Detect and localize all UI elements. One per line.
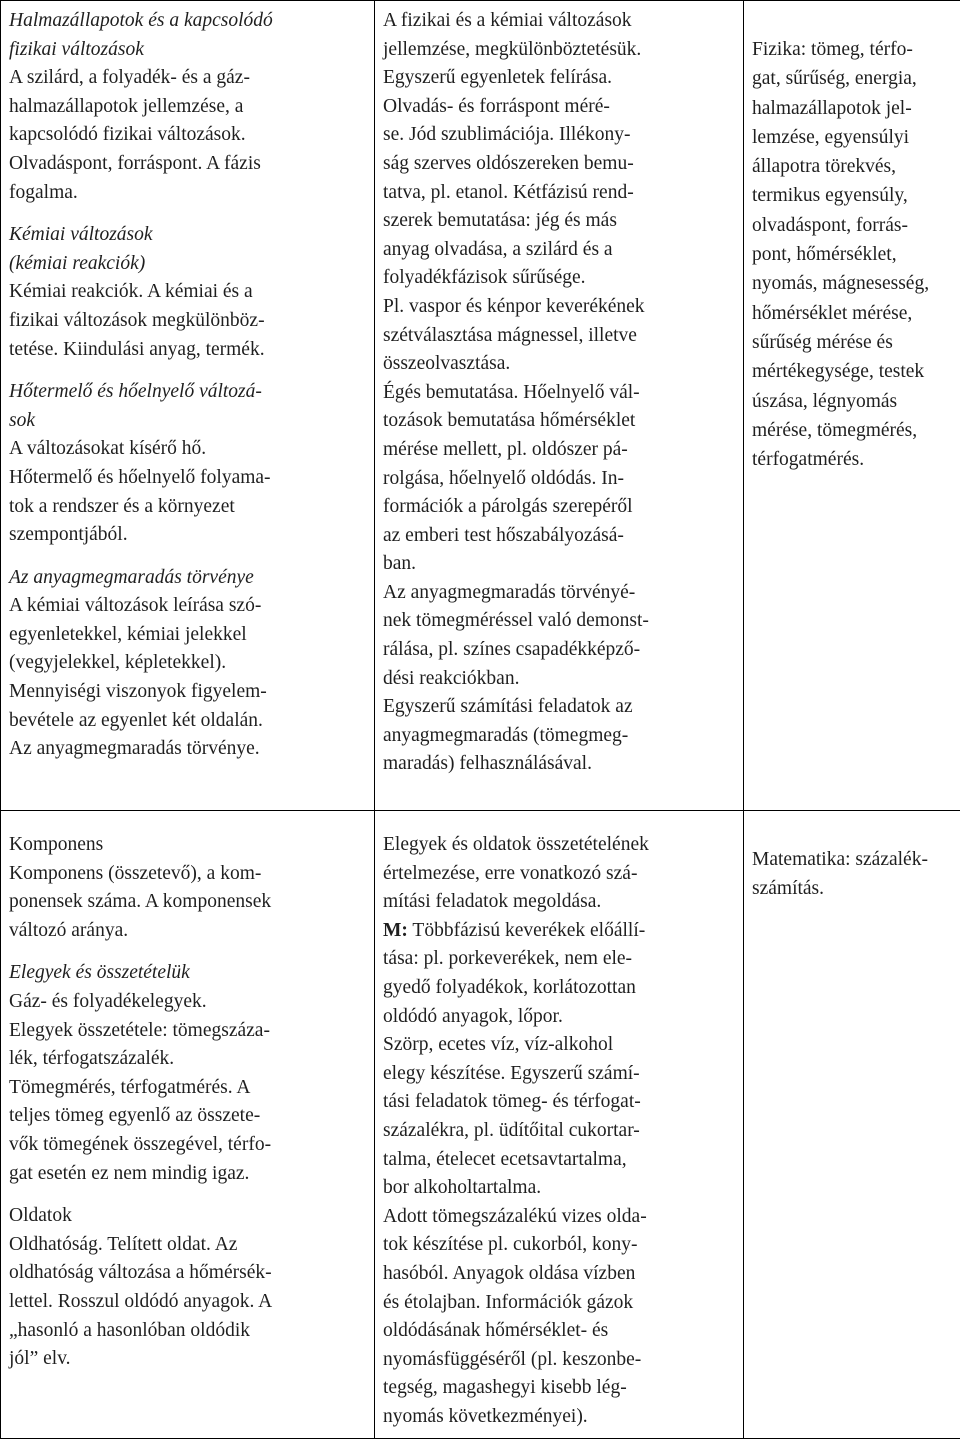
text-line: Az anyagmegmaradás törvénye. — [9, 735, 366, 764]
text-line: Szörp, ecetes víz, víz-alkohol — [383, 1031, 735, 1060]
paragraph-gap — [9, 1188, 366, 1202]
text-line: tása: pl. porkeverékek, nem ele- — [383, 945, 735, 974]
text-line: A kémiai változások leírása szó- — [9, 592, 366, 621]
text-line: jellemzése, megkülönböztetésük. — [383, 36, 735, 65]
text-line: állapotra törekvés, — [752, 152, 960, 181]
text-line: rolgása, hőelnyelő oldódás. In- — [383, 465, 735, 494]
text-line: nyomásfüggéséről (pl. keszonbe- — [383, 1346, 735, 1375]
text-line: olvadáspont, forrás- — [752, 211, 960, 240]
text-line: Olvadáspont, forráspont. A fázis — [9, 150, 366, 179]
text-line: nek tömegméréssel való demonst- — [383, 607, 735, 636]
text-line: rálása, pl. színes csapadékképző- — [383, 636, 735, 665]
text-line: teljes tömeg egyenlő az összete- — [9, 1102, 366, 1131]
text-line: A fizikai és a kémiai változások — [383, 7, 735, 36]
method-text: Többfázisú keverékek előállí- — [408, 920, 645, 941]
method-label: M: — [383, 920, 408, 941]
text-line: mértékegysége, testek — [752, 357, 960, 386]
text-line: Komponens (összetevő), a kom- — [9, 860, 366, 889]
text-line: Halmazállapotok és a kapcsolódó — [9, 7, 366, 36]
text-line: Adott tömegszázalékú vizes olda- — [383, 1203, 735, 1232]
text-line: fizikai változások megkülönböz- — [9, 307, 366, 336]
text-line: mérése, tömegmérés, — [752, 416, 960, 445]
text-line: Oldhatóság. Telített oldat. Az — [9, 1231, 366, 1260]
text-line: Komponens — [9, 831, 366, 860]
text-line: Elegyek összetétele: tömegszáza- — [9, 1017, 366, 1046]
text-line: fizikai változások — [9, 36, 366, 65]
text-line: mérése mellett, pl. oldószer pá- — [383, 436, 735, 465]
text-line: Égés bemutatása. Hőelnyelő vál- — [383, 379, 735, 408]
text-line: ság szerves oldószereken bemu- — [383, 150, 735, 179]
text-line: Kémiai reakciók. A kémiai és a — [9, 278, 366, 307]
text-line: tetése. Kiindulási anyag, termék. — [9, 336, 366, 365]
text-line: Elegyek és oldatok összetételének — [383, 831, 735, 860]
text-line: sűrűség mérése és — [752, 328, 960, 357]
text-line: az emberi test hőszabályozásá- — [383, 522, 735, 551]
text-line: tok a rendszer és a környezet — [9, 493, 366, 522]
text-line: halmazállapotok jellemzése, a — [9, 93, 366, 122]
text-line: se. Jód szublimációja. Illékony- — [383, 121, 735, 150]
text-line: ban. — [383, 550, 735, 579]
text-line: formációk a párolgás szerepéről — [383, 493, 735, 522]
text-line: (vegyjelekkel, képletekkel). — [9, 649, 366, 678]
connections-cell — [744, 811, 960, 1439]
text-line: Egyszerű egyenletek felírása. — [383, 64, 735, 93]
text-line: gat, sűrűség, energia, — [752, 64, 960, 93]
text-line: talma, ételecet ecetsavtartalma, — [383, 1146, 735, 1175]
text-line: Fizika: tömeg, térfo- — [752, 35, 960, 64]
text-line: Olvadás- és forráspont méré- — [383, 93, 735, 122]
paragraph-gap — [9, 550, 366, 564]
text-line: szétválasztása mágnessel, illetve — [383, 322, 735, 351]
activities-cell — [375, 1, 744, 811]
text-line: gat esetén ez nem mindig igaz. — [9, 1160, 366, 1189]
text-line: egyenletekkel, kémiai jelekkel — [9, 621, 366, 650]
text-line: Hőtermelő és hőelnyelő folyama- — [9, 464, 366, 493]
text-line: tok készítése pl. cukorból, kony- — [383, 1231, 735, 1260]
paragraph-gap — [9, 945, 366, 959]
text-line: Kémiai változások — [9, 221, 366, 250]
topics-cell — [1, 1, 375, 811]
text-line: A szilárd, a folyadék- és a gáz- — [9, 64, 366, 93]
text-line: tatva, pl. etanol. Kétfázisú rend- — [383, 179, 735, 208]
text-line: anyag olvadása, a szilárd és a — [383, 236, 735, 265]
text-line: tozások bemutatása hőmérséklet — [383, 407, 735, 436]
text-line: Az anyagmegmaradás törvényé- — [383, 579, 735, 608]
text-line: oldhatóság változása a hőmérsék- — [9, 1259, 366, 1288]
text-line: nyomás következményei). — [383, 1403, 735, 1432]
text-line: oldódásának hőmérséklet- és — [383, 1317, 735, 1346]
text-line: térfogatmérés. — [752, 445, 960, 474]
text-line: ponensek száma. A komponensek — [9, 888, 366, 917]
activities-cell — [375, 811, 744, 1439]
text-line: lettel. Rosszul oldódó anyagok. A — [9, 1288, 366, 1317]
connections-cell — [744, 1, 960, 811]
text-line: termikus egyensúly, — [752, 181, 960, 210]
text-line: mítási feladatok megoldása. — [383, 888, 735, 917]
text-line: hőmérséklet mérése, — [752, 299, 960, 328]
text-line: oldódó anyagok, lőpor. — [383, 1003, 735, 1032]
text-line: Hőtermelő és hőelnyelő változá- — [9, 378, 366, 407]
text-line: A változásokat kísérő hő. — [9, 435, 366, 464]
text-line: tegség, magashegyi kisebb lég- — [383, 1374, 735, 1403]
paragraph-gap — [9, 364, 366, 378]
text-line: folyadékfázisok sűrűsége. — [383, 264, 735, 293]
text-line: bevétele az egyenlet két oldalán. — [9, 707, 366, 736]
text-line: Elegyek és összetételük — [9, 959, 366, 988]
text-line: maradás) felhasználásával. — [383, 750, 735, 779]
text-line: vők tömegének összegével, térfo- — [9, 1131, 366, 1160]
text-line: dési reakciókban. — [383, 665, 735, 694]
text-line: számítás. — [752, 874, 960, 903]
text-line: Matematika: százalék- — [752, 845, 960, 874]
text-line: anyagmegmaradás (tömegmeg- — [383, 722, 735, 751]
text-line: Tömegmérés, térfogatmérés. A — [9, 1074, 366, 1103]
text-line: változó aránya. — [9, 917, 366, 946]
text-line: úszása, légnyomás — [752, 387, 960, 416]
text-line: lemzése, egyensúlyi — [752, 123, 960, 152]
paragraph-gap — [9, 207, 366, 221]
text-line: lék, térfogatszázalék. — [9, 1045, 366, 1074]
text-line: Pl. vaspor és kénpor keverékének — [383, 293, 735, 322]
text-line: Mennyiségi viszonyok figyelem- — [9, 678, 366, 707]
text-line: Oldatok — [9, 1202, 366, 1231]
text-line: összeolvasztása. — [383, 350, 735, 379]
text-line: százalékra, pl. üdítőital cukortar- — [383, 1117, 735, 1146]
text-line: Az anyagmegmaradás törvénye — [9, 564, 366, 593]
text-line: nyomás, mágnesesség, — [752, 269, 960, 298]
text-line: hasóból. Anyagok oldása vízben — [383, 1260, 735, 1289]
text-line: bor alkoholtartalma. — [383, 1174, 735, 1203]
text-line: tási feladatok tömeg- és térfogat- — [383, 1088, 735, 1117]
text-line: fogalma. — [9, 179, 366, 208]
text-line: és étolajban. Információk gázok — [383, 1289, 735, 1318]
text-line — [383, 917, 735, 946]
text-line: „hasonló a hasonlóban oldódik — [9, 1317, 366, 1346]
text-line: sok — [9, 407, 366, 436]
text-line: Gáz- és folyadékelegyek. — [9, 988, 366, 1017]
text-line: (kémiai reakciók) — [9, 250, 366, 279]
text-line: szempontjából. — [9, 521, 366, 550]
text-line: értelmezése, erre vonatkozó szá- — [383, 860, 735, 889]
text-line: kapcsolódó fizikai változások. — [9, 121, 366, 150]
text-line: Egyszerű számítási feladatok az — [383, 693, 735, 722]
text-line: szerek bemutatása: jég és más — [383, 207, 735, 236]
table-row — [1, 811, 960, 1439]
text-line: halmazállapotok jel- — [752, 94, 960, 123]
topics-cell — [1, 811, 375, 1439]
table-row — [1, 1, 960, 811]
text-line: elegy készítése. Egyszerű számí- — [383, 1060, 735, 1089]
text-line: gyedő folyadékok, korlátozottan — [383, 974, 735, 1003]
text-line: pont, hőmérséklet, — [752, 240, 960, 269]
text-line: jól” elv. — [9, 1345, 366, 1374]
